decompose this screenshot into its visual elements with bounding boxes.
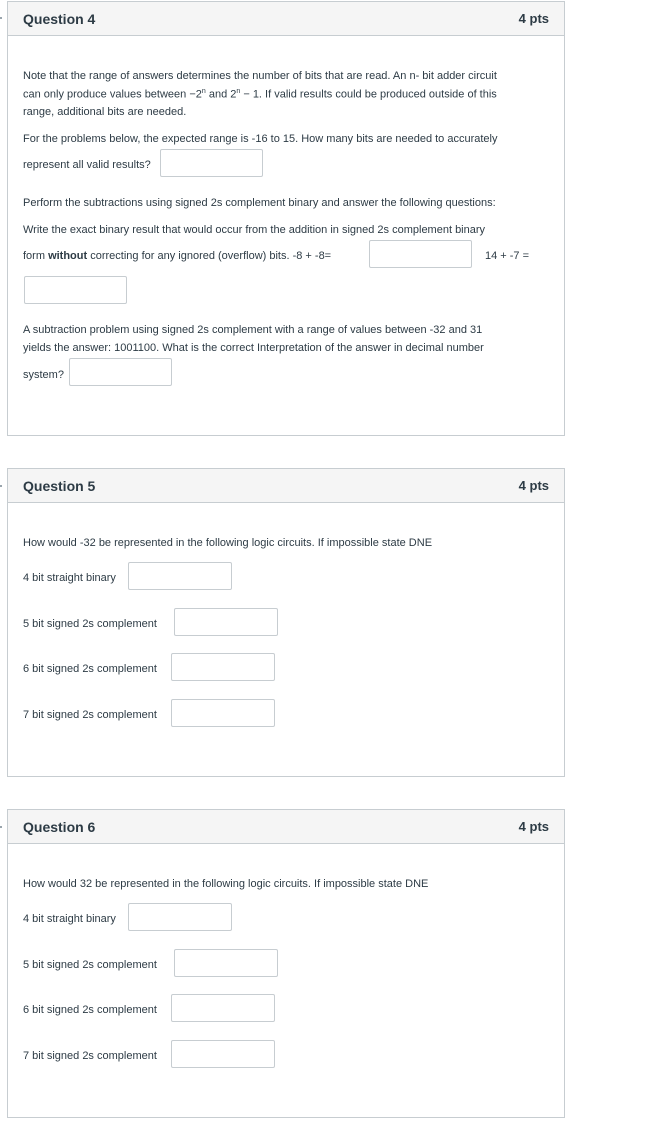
answer-input-6bit[interactable] (171, 653, 275, 681)
intro-text-line: Note that the range of answers determines the number of bits that are read. An n- bit adder circuit (23, 70, 497, 82)
interpretation-input[interactable] (69, 358, 172, 386)
answer-input-5bit[interactable] (174, 608, 278, 636)
question-4 (7, 1, 565, 436)
answer-input-4bit[interactable] (128, 903, 232, 931)
answer-input-7bit[interactable] (171, 699, 275, 727)
question-header (8, 469, 564, 503)
interpretation-line: yields the answer: 1001100. What is the correct Interpretation of the answer in decimal number (23, 342, 484, 354)
answer-label: 4 bit straight binary (23, 572, 116, 584)
question-points: 4 pts (518, 478, 549, 493)
range-text-line: For the problems below, the expected range is -16 to 15. How many bits are needed to accurately (23, 133, 498, 145)
answer-label: 6 bit signed 2s complement (23, 663, 157, 675)
question-prompt: How would -32 be represented in the following logic circuits. If impossible state DNE (23, 537, 433, 549)
answer-input-4bit[interactable] (128, 562, 232, 590)
sum-1-input[interactable] (369, 240, 472, 268)
question-title: Question 5 (23, 478, 96, 494)
answer-label: 4 bit straight binary (23, 913, 116, 925)
answer-label: 7 bit signed 2s complement (23, 1050, 157, 1062)
question-title: Question 4 (23, 11, 96, 27)
question-header (8, 810, 564, 844)
question-prompt: How would 32 be represented in the following logic circuits. If impossible state DNE (23, 878, 429, 890)
answer-input-6bit[interactable] (171, 994, 275, 1022)
answer-label: 7 bit signed 2s complement (23, 709, 157, 721)
sum-1-label: form without correcting for any ignored (overflow) bits. -8 + -8= (23, 250, 332, 262)
question-points: 4 pts (518, 11, 549, 26)
answer-label: 5 bit signed 2s complement (23, 618, 157, 630)
question-marker (0, 485, 2, 487)
bits-needed-label: represent all valid results? (23, 159, 151, 171)
intro-text-line: can only produce values between $-2^n$ and $2^n - 1$. If valid results could be produced outside of this (23, 88, 497, 101)
answer-input-7bit[interactable] (171, 1040, 275, 1068)
question-title: Question 6 (23, 819, 96, 835)
interpretation-line: A subtraction problem using signed 2s complement with a range of values between -32 and 31 (23, 324, 483, 336)
question-5 (7, 468, 565, 777)
question-marker (0, 826, 2, 828)
interpretation-label: system? (23, 369, 64, 381)
answer-label: 6 bit signed 2s complement (23, 1004, 157, 1016)
answer-label: 5 bit signed 2s complement (23, 959, 157, 971)
question-header (8, 2, 564, 36)
instructions-line: Perform the subtractions using signed 2s complement binary and answer the following questions: (23, 197, 496, 209)
question-points: 4 pts (518, 819, 549, 834)
question-marker (0, 17, 2, 19)
instructions-line: Write the exact binary result that would occur from the addition in signed 2s complement binary (23, 224, 486, 236)
bits-needed-input[interactable] (160, 149, 263, 177)
sum-2-label: 14 + -7 = (485, 250, 530, 262)
sum-2-input[interactable] (24, 276, 127, 304)
answer-input-5bit[interactable] (174, 949, 278, 977)
question-6 (7, 809, 565, 1118)
intro-text-line: range, additional bits are needed. (23, 106, 187, 118)
